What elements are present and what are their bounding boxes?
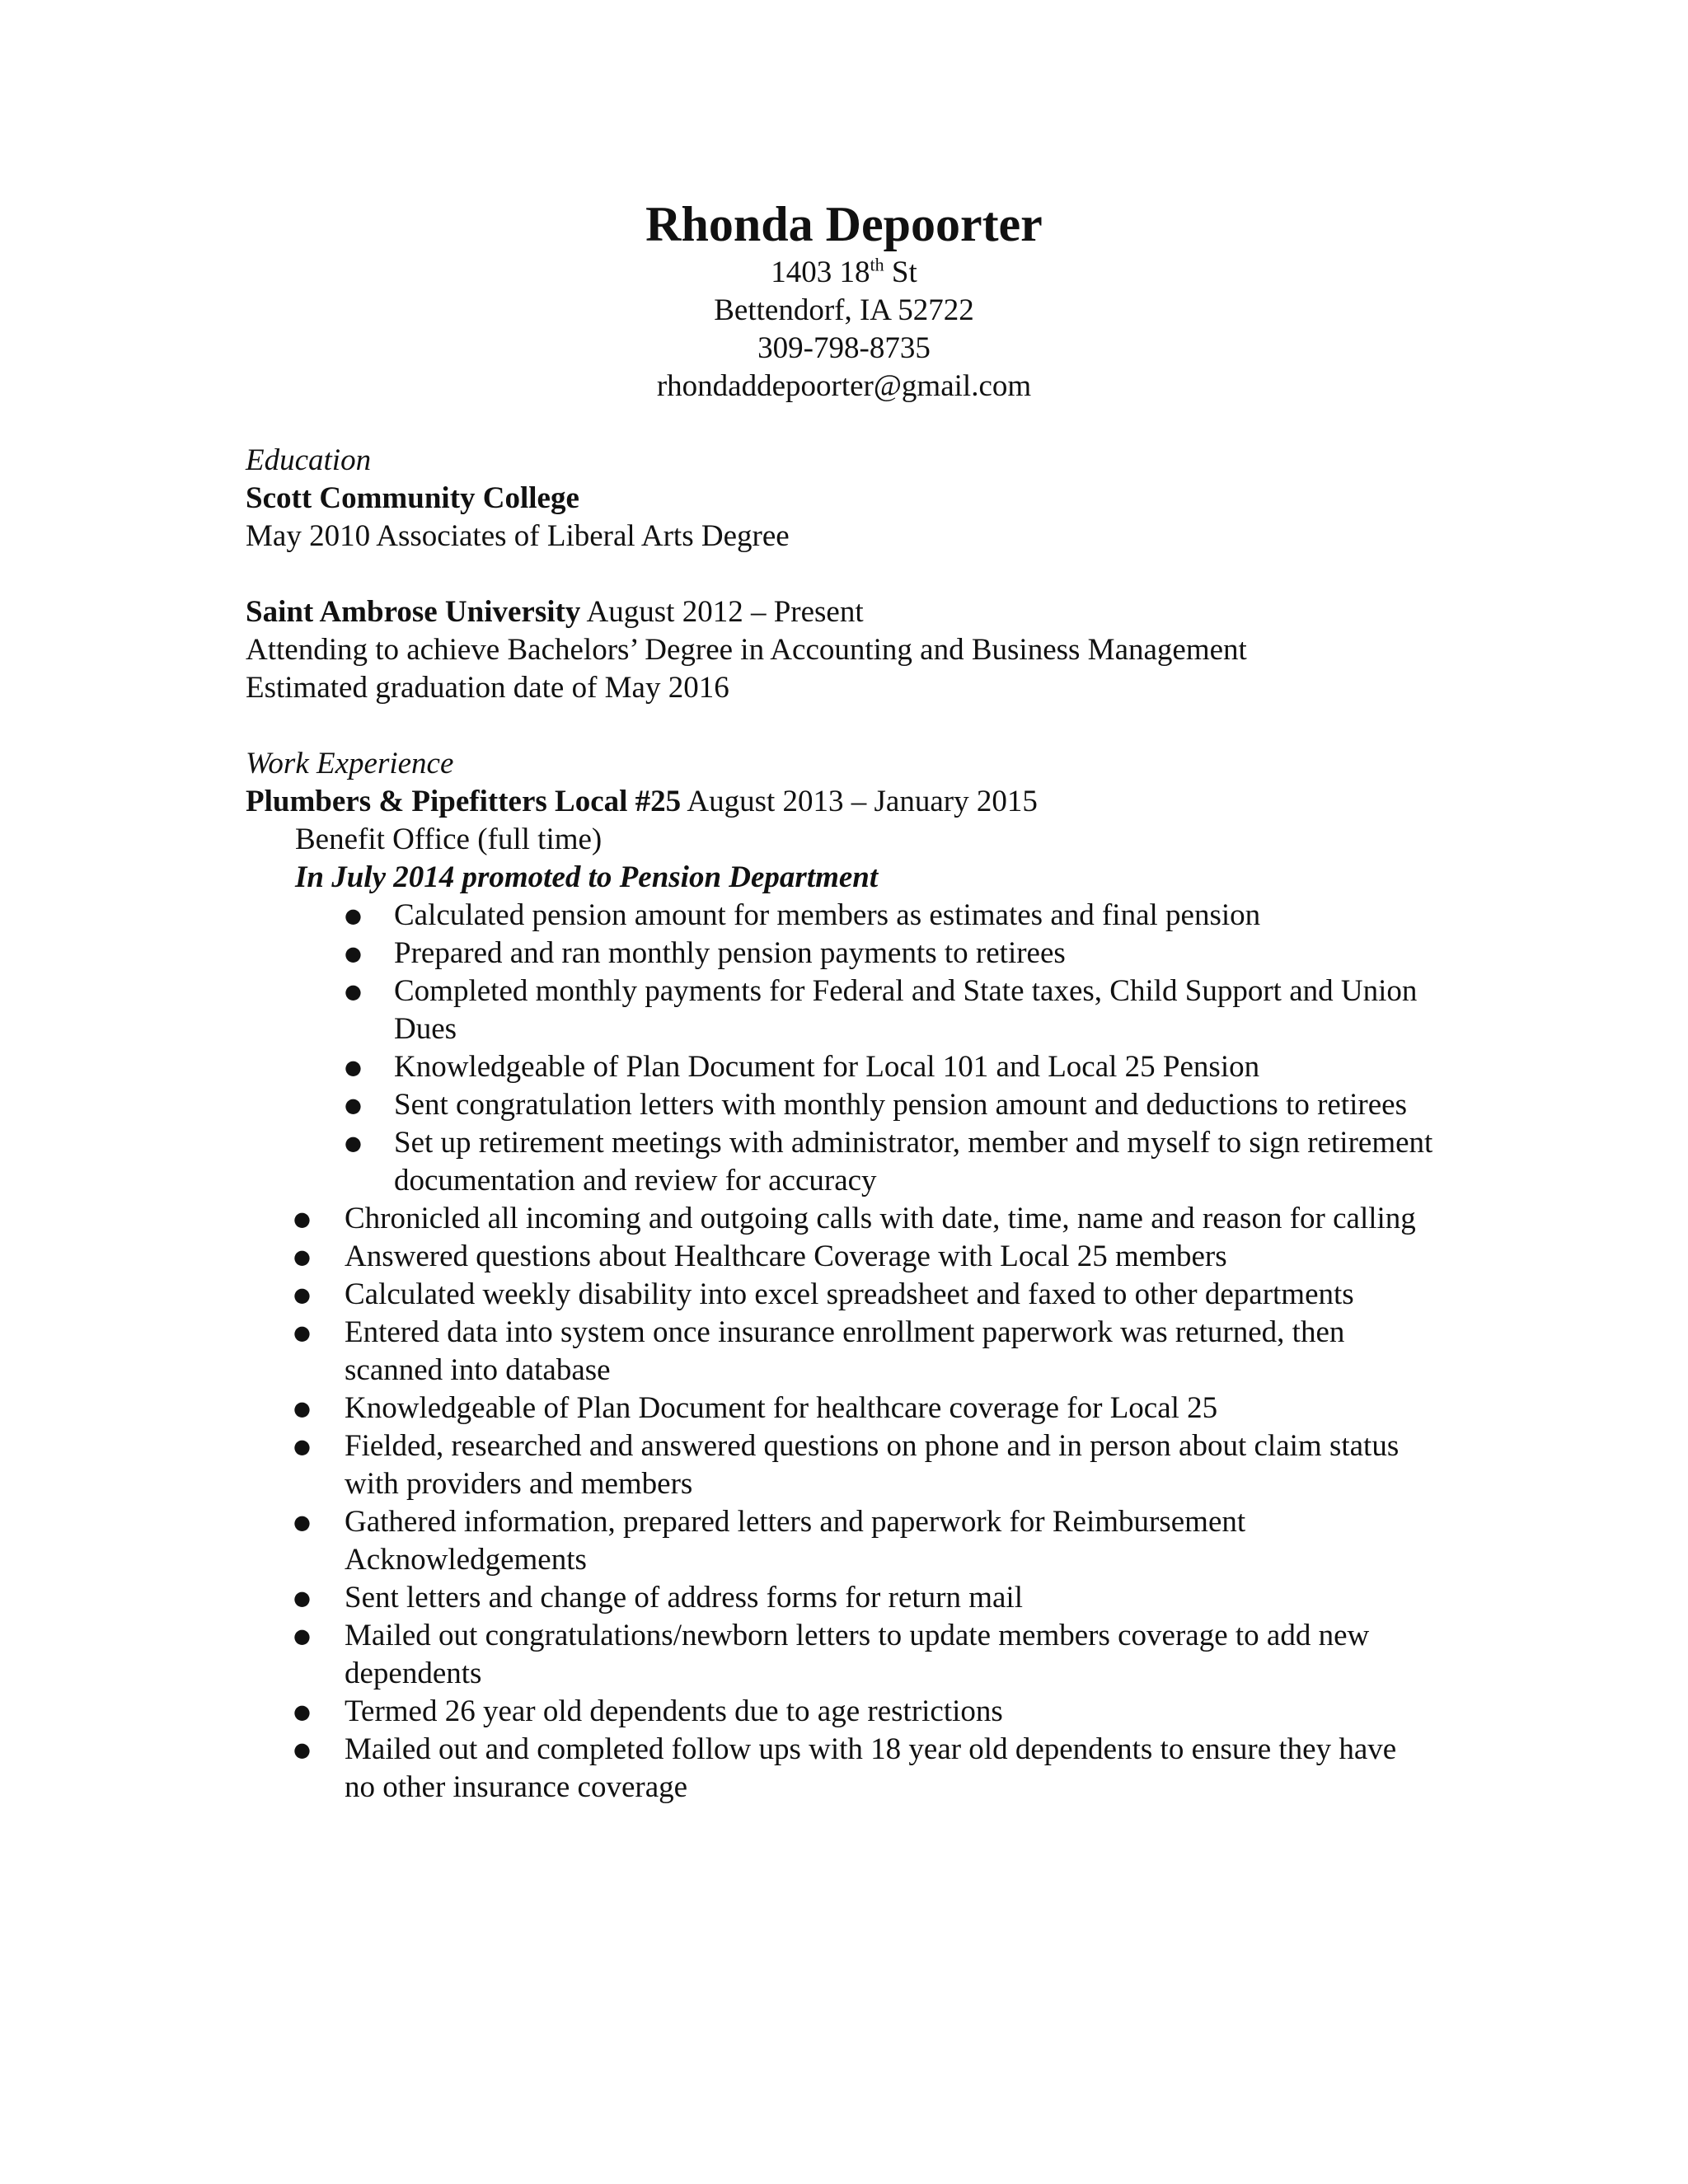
- school-dates: August 2012 – Present: [580, 595, 864, 629]
- bullet-icon: ●: [293, 1586, 311, 1610]
- list-item: ● Sent congratulation letters with monthly pension amount and deductions to retirees: [295, 1086, 1449, 1124]
- list-item: ● Answered questions about Healthcare Coverage with Local 25 members: [246, 1238, 1449, 1276]
- list-item: ● Chronicled all incoming and outgoing calls with date, time, name and reason for calling: [246, 1200, 1449, 1238]
- list-item: ● Mailed out congratulations/newborn letters to update members coverage to add new dependents: [293, 1619, 1370, 1690]
- list-item: ● Gathered information, prepared letters and paperwork for Reimbursement Acknowledgements: [293, 1505, 1246, 1577]
- candidate-name: Rhonda Depoorter: [645, 197, 1043, 251]
- bullet-icon: ●: [293, 1321, 311, 1344]
- spacer: [246, 555, 1449, 593]
- list-item: ● Entered data into system once insurance enrollment paperwork was returned, then scanned into database: [293, 1315, 1345, 1387]
- resume-body: [246, 442, 1449, 1807]
- list-item: ● Knowledgeable of Plan Document for healthcare coverage for Local 25: [246, 1390, 1449, 1427]
- bullet-icon: ●: [345, 1132, 362, 1155]
- list-item: ● Calculated weekly disability into excel spreadsheet and faxed to other departments: [246, 1276, 1449, 1314]
- employment-dates: August 2013 – January 2015: [681, 785, 1038, 818]
- bullet-icon: ●: [293, 1738, 311, 1761]
- school-name: Saint Ambrose University: [246, 595, 581, 629]
- street-suffix: th: [870, 254, 884, 275]
- education-heading: Education: [246, 443, 372, 477]
- list-item: ● Knowledgeable of Plan Document for Local 101 and Local 25 Pension: [295, 1048, 1449, 1086]
- bullet-icon: ●: [345, 942, 362, 965]
- employer-name: Plumbers & Pipefitters Local #25: [246, 785, 682, 818]
- street-number: 1403 18: [771, 255, 870, 289]
- education-detail: Estimated graduation date of May 2016: [246, 671, 729, 705]
- list-item: ● Calculated pension amount for members as estimates and final pension: [295, 897, 1449, 935]
- spacer: [246, 707, 1449, 745]
- education-detail: Attending to achieve Bachelors’ Degree in Accounting and Business Management: [246, 633, 1247, 667]
- employer-line: [246, 783, 1449, 821]
- promotion-note: In July 2014 promoted to Pension Department: [295, 860, 879, 894]
- bullet-icon: ●: [345, 1094, 362, 1117]
- bullet-icon: ●: [345, 1056, 362, 1079]
- bullet-icon: ●: [293, 1435, 311, 1458]
- street-name: St: [884, 255, 917, 289]
- list-item: ● Prepared and ran monthly pension payments to retirees: [295, 935, 1449, 972]
- general-duties-list: [246, 1200, 1449, 1807]
- list-item: ● Set up retirement meetings with administrator, member and myself to sign retirement documentation and review for accuracy: [345, 1126, 1433, 1197]
- phone-number: 309-798-8735: [757, 331, 931, 365]
- education-entry-school-2: [246, 593, 1449, 631]
- street-address: [0, 254, 1688, 292]
- bullet-icon: ●: [293, 1624, 311, 1647]
- bullet-icon: ●: [293, 1245, 311, 1268]
- list-item: ● Sent letters and change of address forms for return mail: [246, 1579, 1449, 1617]
- bullet-icon: ●: [345, 980, 362, 1003]
- resume-header: [0, 194, 1688, 405]
- bullet-icon: ●: [293, 1397, 311, 1420]
- email-address: rhondaddepoorter@gmail.com: [656, 369, 1032, 403]
- school-name: Scott Community College: [246, 481, 579, 515]
- list-item: ● Fielded, researched and answered questions on phone and in person about claim status with providers and members: [293, 1429, 1400, 1501]
- bullet-icon: ●: [345, 904, 362, 927]
- education-detail: May 2010 Associates of Liberal Arts Degree: [246, 519, 790, 553]
- work-experience-heading: Work Experience: [246, 747, 454, 780]
- job-role: Benefit Office (full time): [295, 823, 603, 856]
- education-entry-school-1: [246, 480, 1449, 518]
- list-item: ● Completed monthly payments for Federal and State taxes, Child Support and Union Dues: [345, 974, 1418, 1046]
- bullet-icon: ●: [293, 1207, 311, 1230]
- bullet-icon: ●: [293, 1700, 311, 1723]
- list-item: ● Mailed out and completed follow ups with 18 year old dependents to ensure they have no other insurance coverage: [293, 1732, 1397, 1804]
- bullet-icon: ●: [293, 1511, 311, 1534]
- bullet-icon: ●: [293, 1283, 311, 1306]
- city-state-zip: Bettendorf, IA 52722: [714, 293, 974, 327]
- pension-duties-list: [246, 897, 1449, 1200]
- list-item: ● Termed 26 year old dependents due to age restrictions: [246, 1693, 1449, 1731]
